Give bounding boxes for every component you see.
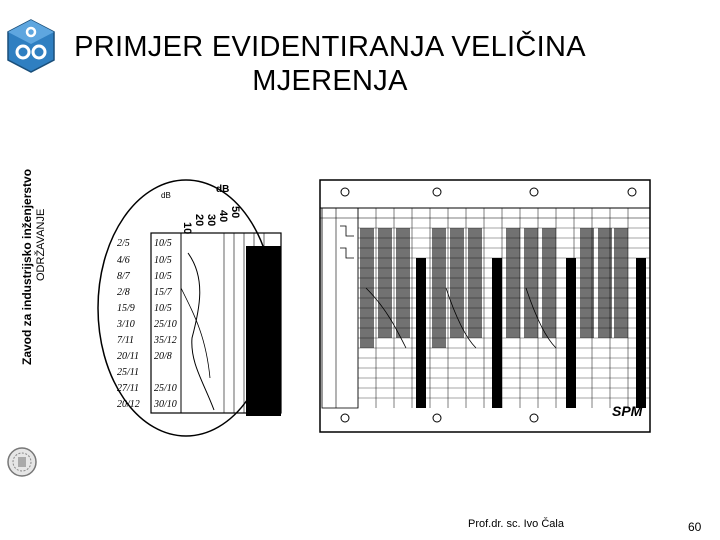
db-axis-label: 20	[193, 214, 205, 227]
date-cell: 15/9	[117, 303, 135, 314]
title-line-1: PRIMJER EVIDENTIRANJA VELIČINA	[74, 31, 586, 63]
db-axis-label: 40	[217, 210, 229, 223]
date-cell: 2/8	[117, 287, 130, 298]
measurement-record-figure	[96, 178, 656, 440]
institute-logo-icon	[6, 18, 56, 74]
date-cell: 8/7	[117, 271, 130, 282]
date-cell: 27/11	[117, 383, 140, 394]
date-cell: 20/12	[117, 399, 140, 410]
date-cell: 25/11	[117, 367, 140, 378]
value-cell: 10/5	[154, 303, 172, 314]
date-cell: 4/6	[117, 255, 130, 266]
sidebar-caption	[20, 105, 50, 365]
value-cell: 20/8	[154, 351, 172, 362]
value-cell: 10/5	[154, 255, 172, 266]
svg-text:dB: dB	[161, 191, 171, 200]
value-cell: 35/12	[154, 335, 177, 346]
value-cell: 25/10	[154, 319, 177, 330]
subject-name: ODRŽAVANJE	[35, 208, 47, 281]
title-line-2: MJERENJA	[252, 65, 408, 97]
page-title	[70, 30, 590, 98]
value-cell: 25/10	[154, 383, 177, 394]
university-seal-icon	[6, 446, 38, 478]
db-axis-label: 50	[229, 206, 241, 219]
value-cell: 10/5	[154, 271, 172, 282]
left-card	[98, 180, 281, 436]
value-cell: 30/10	[154, 399, 177, 410]
right-card	[320, 180, 650, 432]
db-axis-label: 30	[205, 214, 217, 227]
institute-name: Zavod za industrijsko inženjerstvo	[20, 168, 34, 365]
value-cell: 10/5	[154, 238, 172, 249]
date-cell: 3/10	[117, 319, 135, 330]
date-cell: 7/11	[117, 335, 135, 346]
date-cell: 20/11	[117, 351, 140, 362]
svg-text:dB: dB	[216, 184, 230, 195]
db-axis-label: 10	[181, 222, 193, 235]
brand-logo: SPM	[612, 403, 643, 419]
author-name: Prof.dr. sc. Ivo Čala	[468, 518, 564, 530]
value-cell: 15/7	[154, 287, 172, 298]
date-cell: 2/5	[117, 238, 130, 249]
page-number: 60	[688, 520, 702, 534]
